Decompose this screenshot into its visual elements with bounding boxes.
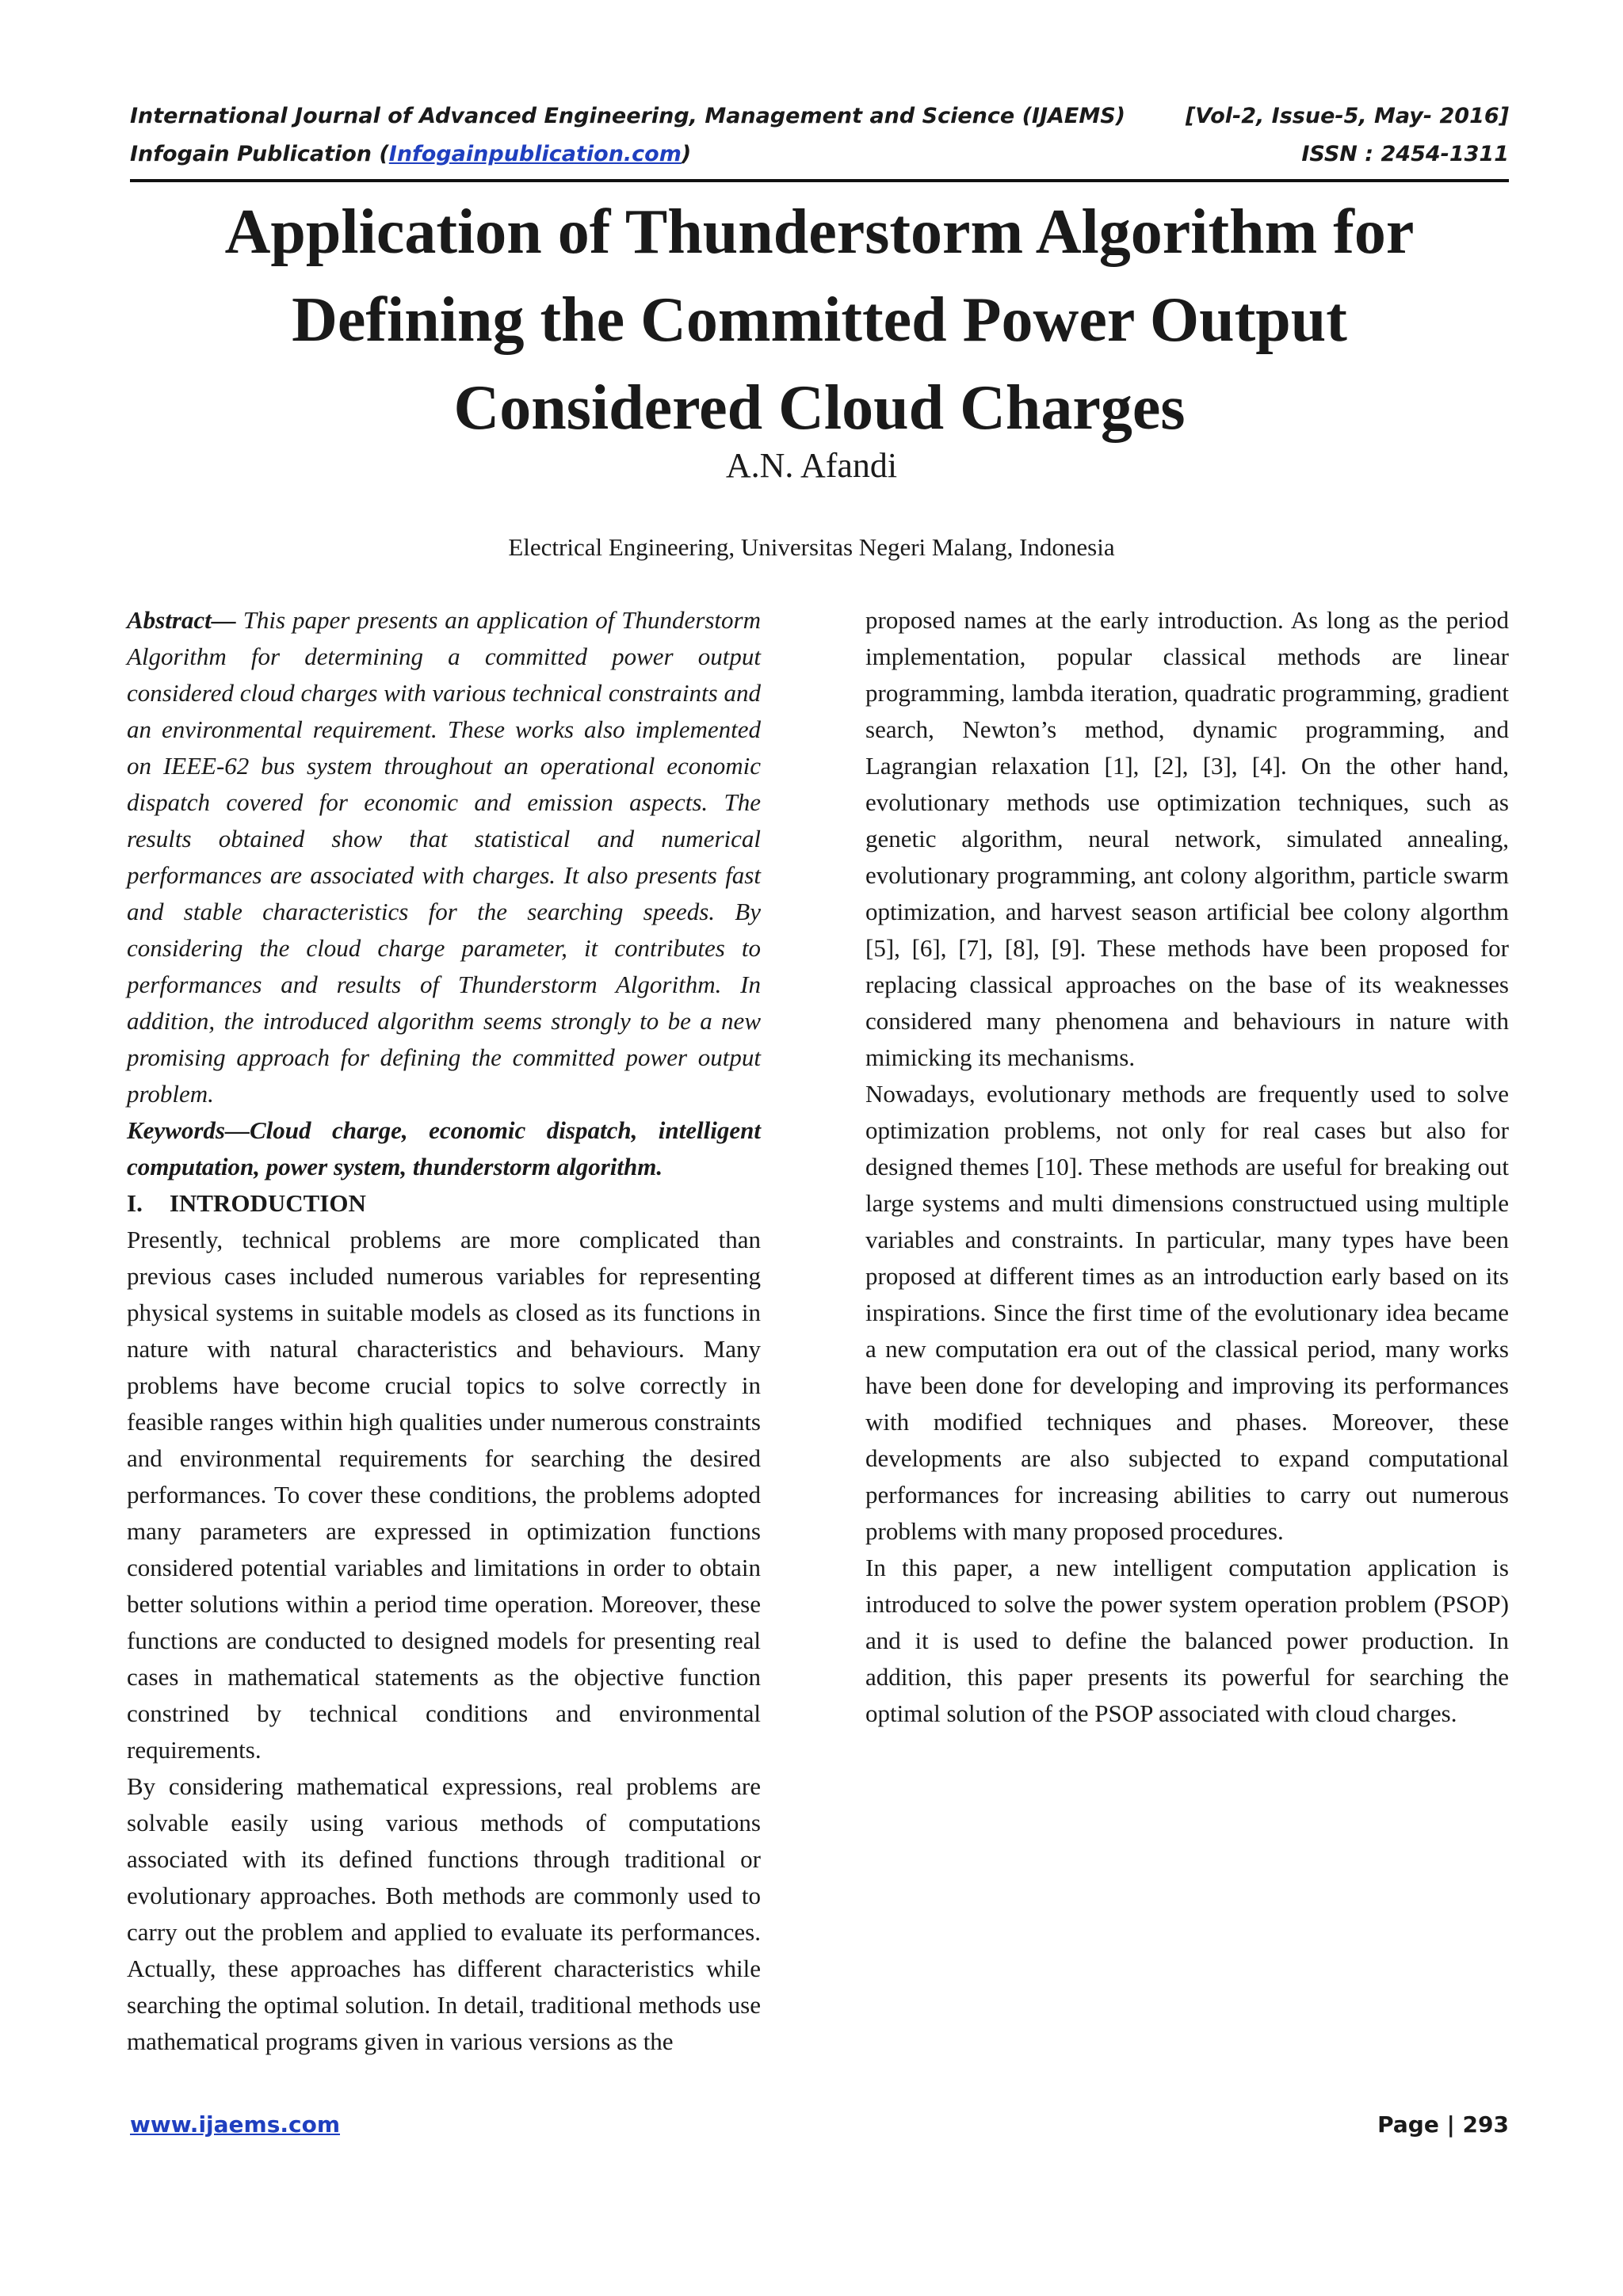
right-column [865, 602, 1509, 1732]
issn: ISSN : 2454-1311 [1301, 142, 1509, 166]
intro-paragraph-3: Nowadays, evolutionary methods are frequently used to solve optimization problems, not only for real cases but also for designed themes [10]. These methods are useful for breaking out large systems and multi dimensions constructued using multiple variables and constraints. In particular, many types have been proposed at different times as an introduction early based on its inspirations. Since the first time of the evolutionary idea became a new computation era out of the classical period, many works have been done for developing and improving its performances with modified techniques and phases. Moreover, these developments are also subjected to expand computational performances for increasing abilities to carry out numerous problems with many proposed procedures. [865, 1080, 1509, 1545]
journal-name: International Journal of Advanced Engineering, Management and Science (IJAEMS) [130, 104, 1126, 128]
section-number: I. [127, 1189, 143, 1217]
title-line-3: Considered Cloud Charges [453, 373, 1186, 443]
abstract-text: This paper presents an application of Thunderstorm Algorithm for determining a committed power output considered cloud charges with various technical constraints and an environmental requirement. These works also implemented on IEEE-62 bus system throughout an operational economic dispatch covered for economic and emission aspects. The results obtained show that statistical and numerical performances are associated with charges. It also presents fast and stable characteristics for the searching speeds. By considering the cloud charge parameter, it contributes to performances and results of Thunderstorm Algorithm. In addition, the introduced algorithm seems strongly to be a new promising approach for defining the committed power output problem. [127, 606, 761, 1108]
footer-website-link[interactable]: www.ijaems.com [130, 2111, 341, 2138]
left-column [127, 602, 761, 2060]
publisher-suffix: ) [681, 142, 692, 166]
publisher-header [130, 138, 1509, 171]
section-heading [127, 1185, 761, 1222]
keywords: Keywords—Cloud charge, economic dispatch, intelligent computation, power system, thunderstorm algorithm. [127, 1116, 761, 1180]
publisher-prefix: Infogain Publication ( [130, 142, 389, 166]
publisher-link[interactable]: Infogainpublication.com [388, 142, 682, 166]
intro-paragraph-1: Presently, technical problems are more complicated than previous cases included numerous variables for representing physical systems in suitable models as closed as its functions in nature with natural characteristics and behaviours. Many problems have become crucial topics to solve correctly in feasible ranges within high qualities under numerous constraints and environmental requirements for searching the desired performances. To cover these conditions, the problems adopted many parameters are expressed in optimization functions considered potential variables and limitations in order to obtain better solutions within a period time operation. Moreover, these functions are conducted to designed models for presenting real cases in mathematical statements as the objective function constrined by technical conditions and environmental requirements. [127, 1226, 761, 1764]
volume-info: [Vol-2, Issue-5, May- 2016] [1185, 104, 1509, 128]
intro-paragraph-2: By considering mathematical expressions, real problems are solvable easily using various methods of computations associated with its defined functions through traditional or evolutionary approaches. Both methods are commonly used to carry out the problem and applied to evaluate its performances. Actually, these approaches has different characteristics while searching the optimal solution. In detail, traditional methods use mathematical programs given in various versions as the [127, 1772, 761, 2055]
abstract [127, 602, 761, 1112]
title-line-2: Defining the Committed Power Output [292, 285, 1347, 355]
section-title: INTRODUCTION [169, 1189, 366, 1217]
author: A.N. Afandi [725, 446, 898, 485]
title-line-1: Application of Thunderstorm Algorithm for [224, 197, 1415, 267]
affiliation: Electrical Engineering, Universitas Negeri Malang, Indonesia [508, 533, 1115, 561]
header-divider [130, 179, 1509, 182]
paper-title [95, 189, 1544, 452]
page-number: Page | 293 [1377, 2111, 1509, 2138]
journal-header [130, 100, 1509, 133]
intro-paragraph-4: In this paper, a new intelligent computation application is introduced to solve the power system operation problem (PSOP) and it is used to define the balanced power production. In addition, this paper presents its powerful for searching the optimal solution of the PSOP associated with cloud charges. [865, 1554, 1509, 1727]
intro-paragraph-2-continued: proposed names at the early introduction. As long as the period implementation, popular classical methods are linear programming, lambda iteration, quadratic programming, gradient search, Newton’s method, dynamic programming, and Lagrangian relaxation [1], [2], [3], [4]. On the other hand, evolutionary methods use optimization techniques, such as genetic algorithm, neural network, simulated annealing, evolutionary programming, ant colony algorithm, particle swarm optimization, and harvest season artificial bee colony algorthm [5], [6], [7], [8], [9]. These methods have been proposed for replacing classical approaches on the base of its weaknesses considered many phenomena and behaviours in nature with mimicking its mechanisms. [865, 606, 1509, 1071]
abstract-label: Abstract— [127, 606, 236, 634]
